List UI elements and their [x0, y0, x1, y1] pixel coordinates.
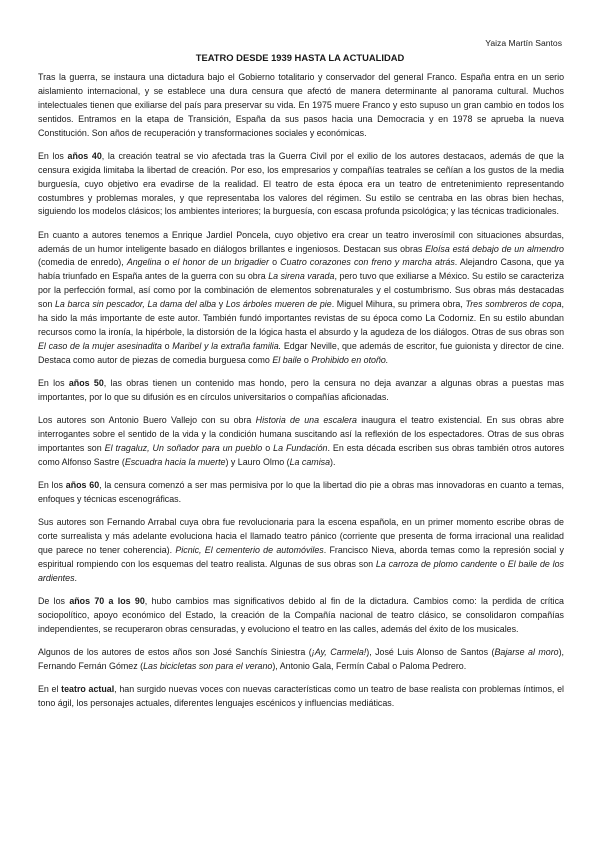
work-title: El tragaluz, Un soñador para un pueblo — [104, 442, 263, 453]
work-title: Cuatro corazones con freno y marcha atrás — [280, 257, 455, 268]
work-title: Tres sombreros de copa — [465, 299, 562, 310]
decade-label: años 50 — [68, 378, 104, 389]
paragraph-anos-50: En los años 50, las obras tienen un contenido mas hondo, pero la censura no deja avanzar a algunas obras a puestas mas importantes, por lo que su difusión es en círculos universitarios o compañías aficionadas. — [38, 378, 564, 402]
work-title: La carroza de plomo candente — [375, 558, 498, 569]
paragraph-intro: Tras la guerra, se instaura una dictadura bajo el Gobierno totalitario y conservador del general Franco. España entra en un serio aislamiento internacional, y se establece una dura censura que afectó de manera determinante al panorama cultural. Muchos intelectuales tienen que exiliarse del país para preservar su vida. En 1975 muere Franco y esto supuso un gran cambio en todos los sentidos. Entramos en la etapa de Transición, España da sus pasos hacia una Democracia y en 1978 se aprueba la nueva Constitución. Son años de recuperación y transformaciones sociales y económicas. — [38, 72, 564, 138]
work-title: Las bicicletas son para el verano — [143, 660, 273, 671]
work-title: Picnic, El cementerio de automóviles — [175, 544, 324, 555]
decade-label: años 70 a los 90 — [69, 595, 145, 606]
document-body — [38, 71, 564, 720]
work-title: Bajarse al moro — [494, 647, 559, 657]
work-title: El baile — [272, 354, 302, 365]
work-title: Eloísa está debajo de un almendro — [425, 243, 564, 254]
work-title: El baile de los ardientes — [38, 558, 564, 583]
work-title: Prohibido en otoño. — [311, 354, 389, 365]
work-title: Escuadra hacia la muerte — [124, 456, 226, 467]
decade-label: teatro actual — [61, 684, 115, 695]
paragraph-autores-60: Sus autores son Fernando Arrabal cuya obra fue revolucionaria para la escena española, en un primer momento escribe obras de corte surrealista y más adelante evoluciona hacia el llamado teatro pánico (corriente que presenta de forma irracional una realidad que parece no tener coherencia). Picnic, El cementerio de automóviles. Francisco Nieva, aborda temas como la represión social y espiritual rompiendo con los esquemas del teatro realista. Algunas de sus obras son La carroza de plomo candente o El baile de los ardientes. — [38, 517, 564, 583]
work-title: Historia de una escalera — [255, 415, 357, 426]
decade-label: años 40 — [67, 150, 102, 161]
work-title: ¡Ay, Carmela! — [311, 647, 367, 657]
paragraph-teatro-actual: En el teatro actual, han surgido nuevas voces con nuevas características como un teatro de base realista con problemas íntimos, el tono ágil, los personajes actuales, diferentes lenguajes escénicos y influencias mediáticas. — [38, 684, 564, 709]
work-title: Angelina o el honor de un brigadier — [126, 257, 269, 268]
work-title: La sirena varada — [268, 271, 335, 282]
work-title: La Fundación — [273, 442, 328, 453]
work-title: La camisa — [289, 456, 331, 467]
paragraph-autores-40: En cuanto a autores tenemos a Enrique Jardiel Poncela, cuyo objetivo era crear un teatro inverosímil con situaciones absurdas, además de un humor inteligente basado en diálogos brillantes e ingeniosos. Destacan sus obras Eloísa está debajo de un almendro (comedia de enredo), Angelina o el honor de un brigadier o Cuatro corazones con freno y marcha atrás. Alejandro Casona, que ya había triunfado en España antes de la guerra con su obra La sirena varada, pero tuvo que exiliarse a México. Su estilo se caracteriza por la perfección formal, así como por la combinación de elementos sobrenaturales y el costumbrismo. Sus obras más destacadas son La barca sin pescador, La dama del alba y Los árboles mueren de pie. Miguel Mihura, su primera obra, Tres sombreros de copa, ha sido la más importante de este autor. También fundó importantes revistas de su época como La Codorniz. En su estilo abundan recursos como la ironía, la hipérbole, la distorsión de la lógica hasta el absurdo y la agudeza de los diálogos. Otras de sus obras son El caso de la mujer asesinadita o Maribel y la extraña familia. Edgar Neville, que además de escritor, fue guionista y director de cine. Destaca como autor de piezas de comedia burguesa como El baile o Prohibido en otoño. — [38, 229, 565, 365]
work-title: Maribel y la extraña familia. — [172, 340, 282, 351]
work-title: El caso de la mujer asesinadita — [38, 340, 162, 351]
paragraph-autores-70-90: Algunos de los autores de estos años son José Sanchís Siniestra (¡Ay, Carmela!), José Luis Alonso de Santos (Bajarse al moro), Fernando Fernán Gómez (Las bicicletas son para el verano), Antonio Gala, Fermín Cabal o Paloma Pedrero. — [38, 647, 565, 671]
decade-label: años 60 — [65, 480, 100, 491]
work-title: Los árboles mueren de pie — [225, 299, 332, 310]
document-title: TEATRO DESDE 1939 HASTA LA ACTUALIDAD — [195, 52, 405, 63]
paragraph-anos-40: En los años 40, la creación teatral se vio afectada tras la Guerra Civil por el exilio de los autores destacaos, además de que la censura exigida limitaba la libertad de creación. Por eso, los empresarios y compañías teatrales se ceñían a los gustos de la media burguesía, cuyo objetivo era evadirse de la realidad. El teatro de esta época era un teatro de entretenimiento representando costumbres y problemas morales, y que representaba los valores del régimen. Su estilo se centraba en las obras bien hechas, siguiendo los modelos clásicos; los ambientes interiores; la burguesía, con escasa profunda psicológica; y las técnicas tradicionales. — [38, 150, 564, 217]
paragraph-autores-50: Los autores son Antonio Buero Vallejo con su obra Historia de una escalera inaugura el teatro existencial. En sus obras abre interrogantes sobre el sentido de la vida y la condición humana suscitando así la reflexión de los espectadores. Otras de sus obras importantes son El tragaluz, Un soñador para un pueblo o La Fundación. En esta década escriben sus obras también otros autores como Alfonso Sastre (Escuadra hacia la muerte) y Lauro Olmo (La camisa). — [38, 415, 565, 467]
work-title: La barca sin pescador, La dama del alba — [54, 299, 217, 310]
author-name: Yaiza Martín Santos — [485, 38, 562, 48]
paragraph-anos-60: En los años 60, la censura comenzó a ser mas permisiva por lo que la libertad dio pie a obras mas innovadoras en cuanto a temas, enfoques y técnicas escenográficas. — [38, 480, 564, 504]
paragraph-anos-70-90: De los años 70 a los 90, hubo cambios mas significativos debido al fin de la dictadura. Cambios como: la perdida de crítica sociopolítico, apoyo económico del Estado, la creación de la Compañía nacional de teatro clásico, se consolidaron compañías independientes, se recuperaron obras censuradas, y evoluciono el teatro en las calles, además del éxito de los musicales. — [38, 595, 564, 634]
